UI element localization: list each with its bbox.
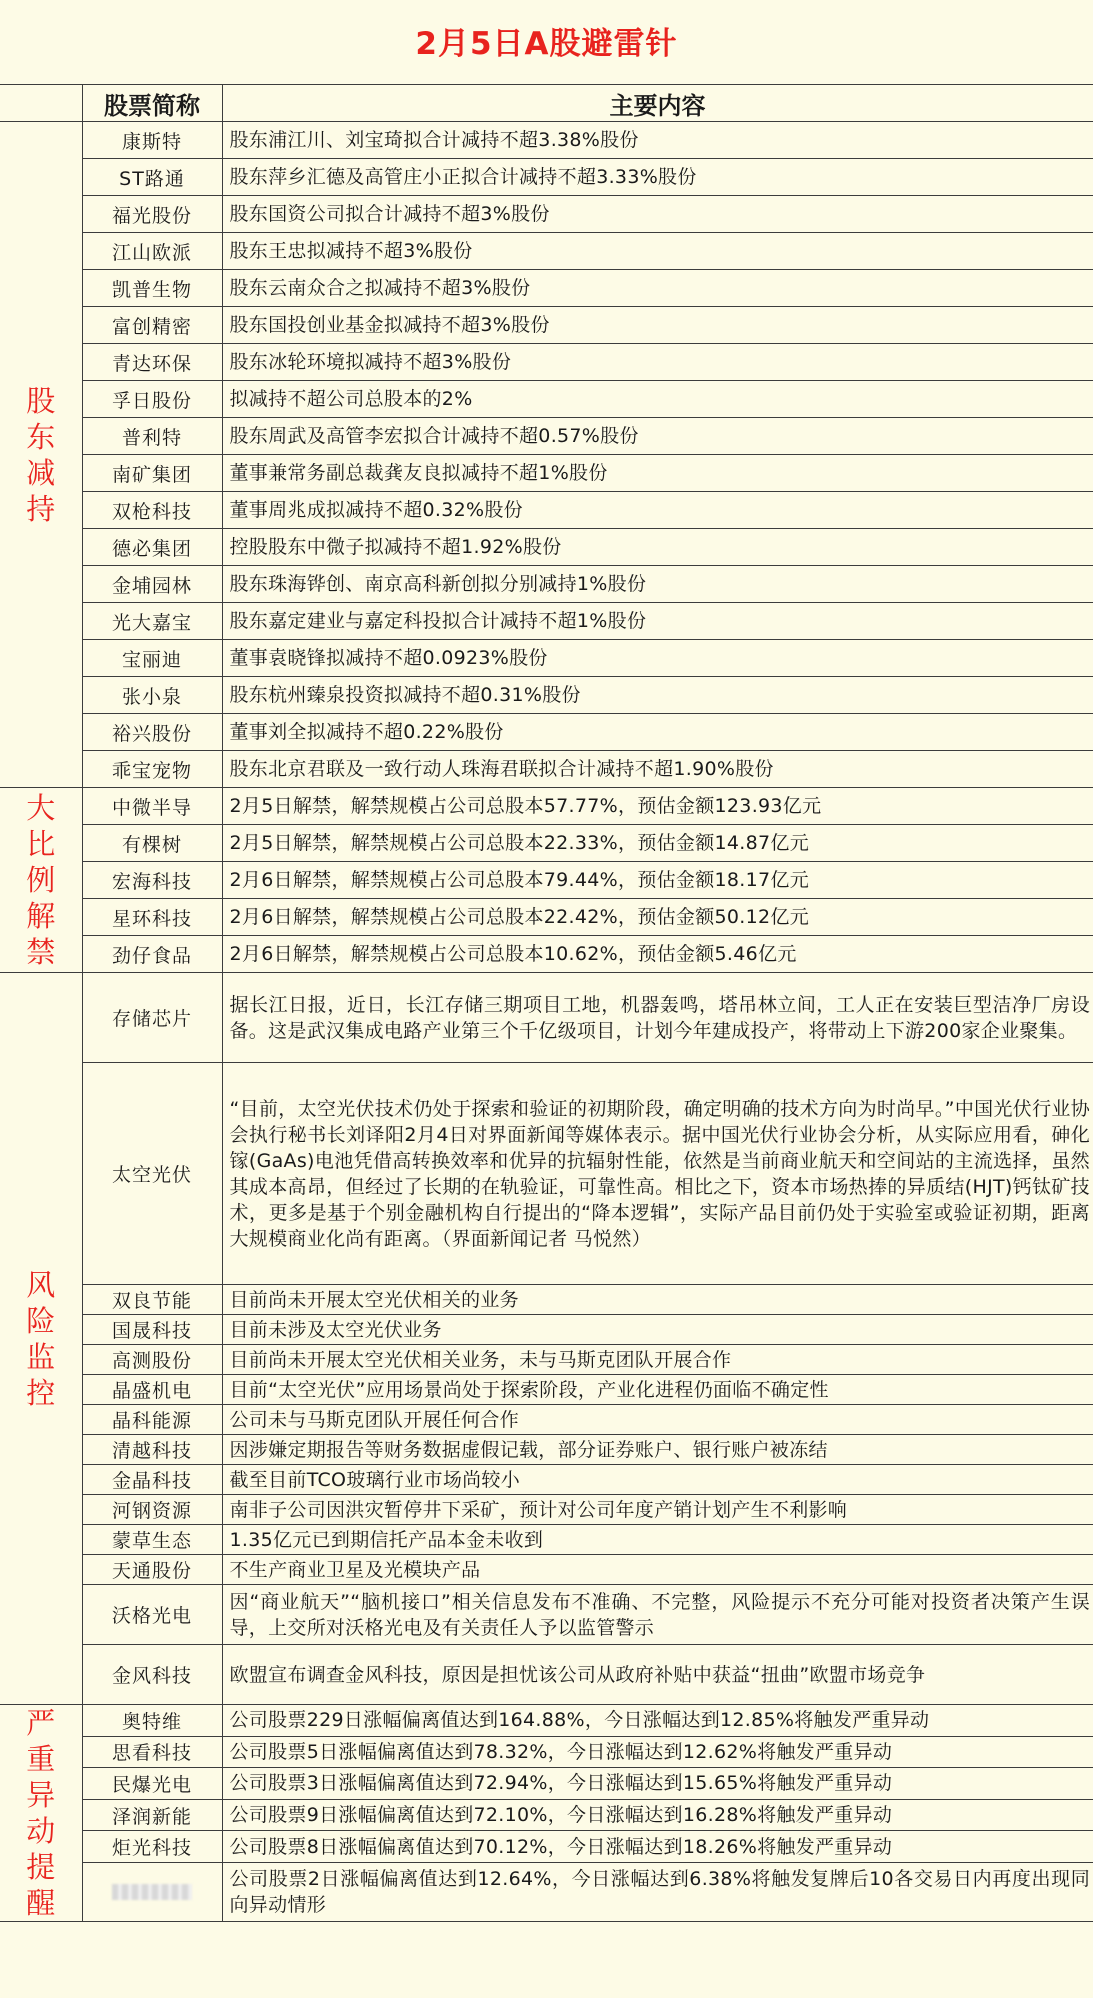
table-row (0, 122, 1093, 159)
table-row (0, 640, 1093, 677)
table-row (0, 936, 1093, 973)
category-char: 醒 (26, 1886, 56, 1920)
stock-name: 沃格光电 (82, 1585, 222, 1645)
stock-name: 太空光伏 (82, 1063, 222, 1285)
stock-name: ST路通 (82, 159, 222, 196)
category-char: 监 (26, 1339, 56, 1374)
table-row (0, 1285, 1093, 1315)
page-title: 2月5日A股避雷针 (415, 26, 678, 62)
category-char: 禁 (26, 935, 56, 969)
category-char: 动 (26, 1814, 56, 1848)
table-row (0, 1831, 1093, 1863)
stock-name: 清越科技 (82, 1435, 222, 1465)
stock-name: 金埔园林 (82, 566, 222, 603)
stock-content: 南非子公司因洪灾暂停井下采矿，预计对公司年度产销计划产生不利影响 (222, 1495, 1093, 1525)
table-row (0, 196, 1093, 233)
stock-table (0, 84, 1093, 1922)
table-row (0, 270, 1093, 307)
stock-name: 星环科技 (82, 899, 222, 936)
stock-name: 光大嘉宝 (82, 603, 222, 640)
table-row (0, 714, 1093, 751)
table-row (0, 751, 1093, 788)
table-row (0, 233, 1093, 270)
stock-content: 股东国资公司拟合计减持不超3%股份 (222, 196, 1093, 233)
table-row (0, 344, 1093, 381)
stock-content: 公司股票229日涨幅偏离值达到164.88%，今日涨幅达到12.85%将触发严重异动 (222, 1705, 1093, 1737)
category-char: 例 (26, 863, 56, 897)
stock-name: 有棵树 (82, 825, 222, 862)
stock-name: 中微半导 (82, 788, 222, 825)
table-row (0, 307, 1093, 344)
stock-content: 股东王忠拟减持不超3%股份 (222, 233, 1093, 270)
stock-name: 张小泉 (82, 677, 222, 714)
stock-content: 股东浦江川、刘宝琦拟合计减持不超3.38%股份 (222, 122, 1093, 159)
stock-content: 董事袁晓锋拟减持不超0.0923%股份 (222, 640, 1093, 677)
table-row (0, 788, 1093, 825)
stock-content: 董事周兆成拟减持不超0.32%股份 (222, 492, 1093, 529)
stock-content: 不生产商业卫星及光模块产品 (222, 1555, 1093, 1585)
stock-name: 存储芯片 (82, 973, 222, 1063)
category-label-risk (0, 973, 82, 1705)
stock-name: 思看科技 (82, 1736, 222, 1768)
table-row (0, 1465, 1093, 1495)
table-row (0, 1495, 1093, 1525)
table-row (0, 492, 1093, 529)
stock-content: 股东国投创业基金拟减持不超3%股份 (222, 307, 1093, 344)
stock-name: 河钢资源 (82, 1495, 222, 1525)
footer-blank (0, 1900, 1093, 1998)
category-label-abnormal (0, 1705, 82, 1922)
stock-content: 2月5日解禁，解禁规模占公司总股本22.33%，预估金额14.87亿元 (222, 825, 1093, 862)
blurred-name (112, 1884, 192, 1900)
stock-content: 控股股东中微子拟减持不超1.92%股份 (222, 529, 1093, 566)
category-char: 异 (26, 1778, 56, 1812)
category-char: 股 (26, 383, 56, 418)
stock-content: 公司股票9日涨幅偏离值达到72.10%，今日涨幅达到16.28%将触发严重异动 (222, 1799, 1093, 1831)
table-row (0, 381, 1093, 418)
category-label-unlock (0, 788, 82, 973)
stock-name: 宏海科技 (82, 862, 222, 899)
stock-content: 股东杭州臻泉投资拟减持不超0.31%股份 (222, 677, 1093, 714)
stock-content: 目前未涉及太空光伏业务 (222, 1315, 1093, 1345)
stock-content: 2月6日解禁，解禁规模占公司总股本22.42%，预估金额50.12亿元 (222, 899, 1093, 936)
stock-content: 2月5日解禁，解禁规模占公司总股本57.77%，预估金额123.93亿元 (222, 788, 1093, 825)
table-header-row (0, 85, 1093, 122)
table-row (0, 1525, 1093, 1555)
table-row (0, 603, 1093, 640)
stock-content: 董事刘全拟减持不超0.22%股份 (222, 714, 1093, 751)
stock-content: 股东珠海铧创、南京高科新创拟分别减持1%股份 (222, 566, 1093, 603)
stock-name: 民爆光电 (82, 1768, 222, 1800)
stock-content: 股东冰轮环境拟减持不超3%股份 (222, 344, 1093, 381)
stock-name: 普利特 (82, 418, 222, 455)
category-char: 比 (26, 827, 56, 861)
stock-content: 1.35亿元已到期信托产品本金未收到 (222, 1525, 1093, 1555)
header-name: 股票简称 (82, 85, 222, 122)
stock-name: 南矿集团 (82, 455, 222, 492)
table-row (0, 529, 1093, 566)
stock-name: 江山欧派 (82, 233, 222, 270)
stock-name: 蒙草生态 (82, 1525, 222, 1555)
stock-name: 晶科能源 (82, 1405, 222, 1435)
header-content: 主要内容 (222, 85, 1093, 122)
category-char: 减 (26, 455, 56, 490)
stock-content: 股东云南众合之拟减持不超3%股份 (222, 270, 1093, 307)
stock-content: 截至目前TCO玻璃行业市场尚较小 (222, 1465, 1093, 1495)
table-row (0, 1315, 1093, 1345)
stock-name: 双良节能 (82, 1285, 222, 1315)
stock-name: 晶盛机电 (82, 1375, 222, 1405)
stock-name: 青达环保 (82, 344, 222, 381)
stock-content: 目前“太空光伏”应用场景尚处于探索阶段，产业化进程仍面临不确定性 (222, 1375, 1093, 1405)
stock-name: 富创精密 (82, 307, 222, 344)
stock-name: 孚日股份 (82, 381, 222, 418)
category-char: 大 (26, 791, 56, 825)
table-row (0, 973, 1093, 1063)
table-row (0, 677, 1093, 714)
stock-name: 炬光科技 (82, 1831, 222, 1863)
stock-name: 金风科技 (82, 1645, 222, 1705)
stock-content: 董事兼常务副总裁龚友良拟减持不超1%股份 (222, 455, 1093, 492)
stock-content: “目前，太空光伏技术仍处于探索和验证的初期阶段，确定明确的技术方向为时尚早。”中国光伏行业协会执行秘书长刘译阳2月4日对界面新闻等媒体表示。据中国光伏行业协会分析，从实际应用看，砷化镓(GaAs)电池凭借高转换效率和优异的抗辐射性能，依然是当前商业航天和空间站的主流选择，虽然其成本高昂，但经过了长期的在轨验证，可靠性高。相比之下，资本市场热捧的异质结(HJT)钙钛矿技术，更多是基于个别金融机构自行提出的“降本逻辑”，实际产品目前仍处于实验室或验证初期，距离大规模商业化尚有距离。（界面新闻记者 马悦然） (222, 1063, 1093, 1285)
stock-content: 2月6日解禁，解禁规模占公司总股本79.44%，预估金额18.17亿元 (222, 862, 1093, 899)
table-row (0, 1705, 1093, 1737)
stock-name: 国晟科技 (82, 1315, 222, 1345)
table-row (0, 566, 1093, 603)
table-row (0, 1645, 1093, 1705)
table-row (0, 1375, 1093, 1405)
stock-content: 公司股票3日涨幅偏离值达到72.94%，今日涨幅达到15.65%将触发严重异动 (222, 1768, 1093, 1800)
table-row (0, 1585, 1093, 1645)
category-char: 风 (26, 1267, 56, 1302)
stock-content: 公司股票5日涨幅偏离值达到78.32%，今日涨幅达到12.62%将触发严重异动 (222, 1736, 1093, 1768)
table-row (0, 1063, 1093, 1285)
stock-content: 股东嘉定建业与嘉定科投拟合计减持不超1%股份 (222, 603, 1093, 640)
stock-content: 股东北京君联及一致行动人珠海君联拟合计减持不超1.90%股份 (222, 751, 1093, 788)
category-char: 控 (26, 1375, 56, 1410)
stock-name: 劲仔食品 (82, 936, 222, 973)
stock-content: 据长江日报，近日，长江存储三期项目工地，机器轰鸣，塔吊林立间，工人正在安装巨型洁净厂房设备。这是武汉集成电路产业第三个千亿级项目，计划今年建成投产，将带动上下游200家企业聚集。 (222, 973, 1093, 1063)
header-category (0, 85, 82, 122)
stock-name: 乖宝宠物 (82, 751, 222, 788)
table-row (0, 1435, 1093, 1465)
table-row (0, 1405, 1093, 1435)
table-row (0, 418, 1093, 455)
stock-name: 奥特维 (82, 1705, 222, 1737)
stock-content: 因“商业航天”“脑机接口”相关信息发布不准确、不完整，风险提示不充分可能对投资者决策产生误导，上交所对沃格光电及有关责任人予以监管警示 (222, 1585, 1093, 1645)
stock-name: 德必集团 (82, 529, 222, 566)
table-row (0, 1345, 1093, 1375)
stock-content: 公司未与马斯克团队开展任何合作 (222, 1405, 1093, 1435)
table-row (0, 1555, 1093, 1585)
category-char: 持 (26, 491, 56, 526)
stock-content: 股东周武及高管李宏拟合计减持不超0.57%股份 (222, 418, 1093, 455)
stock-name: 双枪科技 (82, 492, 222, 529)
stock-name: 福光股份 (82, 196, 222, 233)
stock-content: 因涉嫌定期报告等财务数据虚假记载，部分证券账户、银行账户被冻结 (222, 1435, 1093, 1465)
category-char: 解 (26, 899, 56, 933)
category-char: 重 (26, 1742, 56, 1776)
table-row (0, 862, 1093, 899)
stock-name: 康斯特 (82, 122, 222, 159)
stock-content: 欧盟宣布调查金风科技，原因是担忧该公司从政府补贴中获益“扭曲”欧盟市场竞争 (222, 1645, 1093, 1705)
stock-content: 目前尚未开展太空光伏相关的业务 (222, 1285, 1093, 1315)
stock-content: 2月6日解禁，解禁规模占公司总股本10.62%，预估金额5.46亿元 (222, 936, 1093, 973)
category-label-reduction (0, 122, 82, 788)
table-row (0, 1768, 1093, 1800)
category-char: 东 (26, 419, 56, 454)
stock-name: 高测股份 (82, 1345, 222, 1375)
category-char: 严 (26, 1706, 56, 1740)
stock-name: 凯普生物 (82, 270, 222, 307)
stock-content: 目前尚未开展太空光伏相关业务，未与马斯克团队开展合作 (222, 1345, 1093, 1375)
stock-content: 拟减持不超公司总股本的2% (222, 381, 1093, 418)
stock-name: 金晶科技 (82, 1465, 222, 1495)
table-row (0, 1736, 1093, 1768)
table-row (0, 899, 1093, 936)
stock-content: 公司股票2日涨幅偏离值达到12.64%，今日涨幅达到6.38%将触发复牌后10各交易日内再度出现同向异动情形 (222, 1862, 1093, 1921)
table-row (0, 455, 1093, 492)
stock-content: 公司股票8日涨幅偏离值达到70.12%，今日涨幅达到18.26%将触发严重异动 (222, 1831, 1093, 1863)
category-char: 提 (26, 1850, 56, 1884)
stock-name: 宝丽迪 (82, 640, 222, 677)
stock-name: 天通股份 (82, 1555, 222, 1585)
stock-name: 裕兴股份 (82, 714, 222, 751)
category-char: 险 (26, 1303, 56, 1338)
table-row (0, 825, 1093, 862)
stock-name: 泽润新能 (82, 1799, 222, 1831)
table-row (0, 159, 1093, 196)
table-row (0, 1799, 1093, 1831)
stock-content: 股东萍乡汇德及高管庄小正拟合计减持不超3.33%股份 (222, 159, 1093, 196)
